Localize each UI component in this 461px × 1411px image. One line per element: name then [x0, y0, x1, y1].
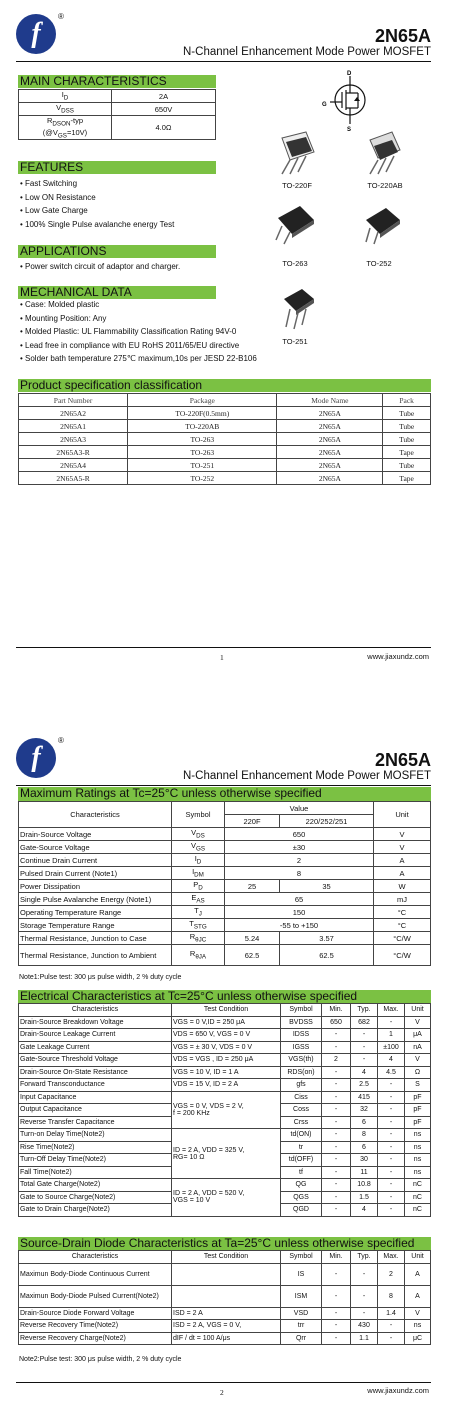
list-item: • Low Gate Charge	[20, 206, 88, 215]
to263-package-icon	[270, 200, 320, 248]
table-row: Single Pulse Avalanche Energy (Note1) $E_{AS}$ 65 mJ	[19, 893, 431, 906]
note2: Note2:Pulse test: 300 μs pulse width, 2 % duty cycle	[19, 1356, 182, 1363]
list-item: • Power switch circuit of adaptor and charger.	[20, 262, 181, 271]
part-number-title: 2N65A	[374, 750, 431, 770]
to220ab-label: TO-220AB	[367, 181, 403, 190]
footer-rule	[16, 647, 431, 648]
table-row: $I_D$ 2A	[19, 90, 216, 103]
table-row: Turn-on Delay Time(Note2) ID = 2 A, VDD = 325 V, RG= 10 Ω td(ON) - 8 - ns	[19, 1129, 431, 1142]
table-row: $R_{DSON}$-typ $(@V_{GS}=10V)$ 4.0Ω	[19, 116, 216, 140]
features-list	[20, 177, 174, 231]
table-row: Total Gate Charge(Note2) ID = 2 A, VDD = 520 V, VGS = 10 V QG - 10.8 - nC	[19, 1179, 431, 1192]
product-spec-table	[18, 393, 431, 485]
note1: Note1:Pulse test: 300 μs pulse width, 2 % duty cycle	[19, 974, 182, 981]
table-row: Reverse Recovery Time(Note2) ISD = 2 A, VGS = 0 V, trr - 430 - ns	[19, 1320, 431, 1333]
list-item: • 100% Single Pulse avalanche energy Test	[20, 219, 175, 229]
to220f-label: TO-220F	[282, 181, 312, 190]
electrical-heading: Electrical Characteristics at Tc=25°C unless otherwise specified	[18, 990, 431, 1003]
company-logo: f	[16, 14, 56, 54]
svg-text:G: G	[322, 102, 327, 108]
registered-mark: ®	[58, 736, 64, 745]
table-row: Maximun Body-Diode Pulsed Current(Note2) ISM - - 8 A	[19, 1285, 431, 1307]
table-header-row: Characteristics Symbol Value Unit	[19, 802, 431, 815]
table-row: Gate Leakage Current VGS = ± 30 V, VDS = 0 V IGSS - - ±100 nA	[19, 1041, 431, 1054]
page-number: 2	[220, 1388, 224, 1397]
table-row: Rise Time(Note2) tr - 6 - ns	[19, 1141, 431, 1154]
mechanical-list	[20, 298, 257, 366]
list-item: • Molded Plastic: UL Flammability Classification Rating 94V-0	[20, 327, 237, 336]
table-row: 2N65A3-R TO-263 2N65A Tape	[19, 446, 431, 459]
table-row: Fall Time(Note2) tf - 11 - ns	[19, 1166, 431, 1179]
table-row: $V_{DSS}$ 650V	[19, 103, 216, 116]
table-row: Storage Temperature Range $T_{STG}$ -55 to +150 °C	[19, 919, 431, 932]
diode-table	[18, 1250, 431, 1345]
list-item: • Case: Molded plastic	[20, 300, 100, 309]
table-row: Operating Temperature Range $T_J$ 150 °C	[19, 906, 431, 919]
table-row: Drain-Source On-State Resistance VGS = 10 V, ID = 1 A RDS(on) - 4 4.5 Ω	[19, 1066, 431, 1079]
features-heading: FEATURES	[18, 161, 216, 174]
to252-label: TO-252	[366, 259, 392, 268]
table-row: 2N65A3 TO-263 2N65A Tube	[19, 433, 431, 446]
footer-url: www.jiaxundz.com	[367, 652, 429, 661]
to251-label: TO-251	[282, 337, 308, 346]
list-item: • Mounting Position: Any	[20, 313, 107, 323]
table-row: Forward Transconductance VDS = 15 V, ID = 2 A gfs - 2.5 - S	[19, 1079, 431, 1092]
applications-list	[20, 260, 180, 274]
table-row: Input Capacitance VGS = 0 V, VDS = 2 V, f = 200 KHz Ciss - 415 - pF	[19, 1091, 431, 1104]
table-row: Continue Drain Current $I_D$ 2 A	[19, 854, 431, 867]
table-row: Drain-Source Breakdown Voltage VGS = 0 V,ID = 250 μA BVDSS 650 682 - V	[19, 1016, 431, 1029]
max-ratings-table	[18, 801, 431, 966]
table-row: 2N65A2 TO-220F(0.5mm) 2N65A Tube	[19, 407, 431, 420]
table-row: Drain-Source Leakage Current VDS = 650 V, VGS = 0 V IDSS - - 1 μA	[19, 1029, 431, 1042]
list-item: • Lead free in compliance with EU RoHS 2011/65/EU directive	[20, 340, 240, 350]
list-item: • Fast Switching	[20, 179, 78, 188]
table-row: Gate-Source Voltage $V_{GS}$ ±30 V	[19, 841, 431, 854]
svg-text:D: D	[347, 71, 352, 77]
page-subtitle: N-Channel Enhancement Mode Power MOSFET	[183, 770, 431, 782]
to263-label: TO-263	[282, 259, 308, 268]
table-header-row: Part Number Package Mode Name Pack	[19, 394, 431, 407]
table-row: Thermal Resistance, Junction to Ambient $R_{\theta JA}$ 62.5 62.5 °C/W	[19, 945, 431, 966]
registered-mark: ®	[58, 12, 64, 21]
to220ab-package-icon	[356, 130, 406, 178]
header-rule	[16, 61, 431, 62]
footer-rule	[16, 1382, 431, 1383]
table-header-row: 220F 220/252/251	[19, 815, 431, 828]
electrical-table	[18, 1003, 431, 1217]
table-row: Output Capacitance Coss - 32 - pF	[19, 1104, 431, 1117]
table-header-row: Characteristics Test Condition Symbol Min. Typ. Max. Unit	[19, 1004, 431, 1017]
to251-package-icon	[276, 285, 322, 331]
applications-heading: APPLICATIONS	[18, 245, 216, 258]
to252-package-icon	[358, 200, 408, 248]
table-row: Maximun Body-Diode Continuous Current IS - - 2 A	[19, 1263, 431, 1285]
table-row: 2N65A5-R TO-252 2N65A Tape	[19, 472, 431, 485]
diode-heading: Source-Drain Diode Characteristics at Ta=25°C unless otherwise specified	[18, 1237, 431, 1250]
company-logo: f	[16, 738, 56, 778]
table-row: Drain-Source Diode Forward Voltage ISD = 2 A VSD - - 1.4 V	[19, 1307, 431, 1320]
max-ratings-heading: Maximum Ratings at Tc=25°C unless otherwise specified	[18, 787, 431, 801]
table-row: Reverse Recovery Charge(Note2) dIF / dt = 100 A/μs Qrr - 1.1 - μC	[19, 1332, 431, 1345]
table-row: Gate to Drain Charge(Note2) QGD - 4 - nC	[19, 1204, 431, 1217]
table-row: 2N65A1 TO-220AB 2N65A Tube	[19, 420, 431, 433]
main-characteristics-table	[18, 89, 216, 140]
table-row: 2N65A4 TO-251 2N65A Tube	[19, 459, 431, 472]
table-row: Thermal Resistance, Junction to Case $R_{\theta JC}$ 5.24 3.57 °C/W	[19, 932, 431, 945]
table-row: Power Dissipation $P_D$ 25 35 W	[19, 880, 431, 893]
table-row: Gate to Source Charge(Note2) QGS - 1.5 - nC	[19, 1191, 431, 1204]
page-number: 1	[220, 653, 224, 662]
mechanical-heading: MECHANICAL DATA	[18, 286, 216, 299]
table-row: Gate-Source Threshold Voltage VDS = VGS , ID = 250 μA VGS(th) 2 - 4 V	[19, 1054, 431, 1067]
table-row: Turn-Off Delay Time(Note2) td(OFF) - 30 - ns	[19, 1154, 431, 1167]
mosfet-symbol-icon	[320, 68, 380, 132]
page-subtitle: N-Channel Enhancement Mode Power MOSFET	[183, 46, 431, 58]
table-row: Reverse Transfer Capacitance Crss - 6 - pF	[19, 1116, 431, 1129]
table-header-row: Characteristics Test Condition Symbol Min. Typ. Max. Unit	[19, 1251, 431, 1264]
footer-url: www.jiaxundz.com	[367, 1386, 429, 1395]
list-item: • Low ON Resistance	[20, 192, 96, 202]
to220f-package-icon	[272, 130, 320, 178]
part-number-title: 2N65A	[374, 26, 431, 46]
table-row: Drain-Source Voltage $V_{DS}$ 650 V	[19, 828, 431, 841]
product-spec-heading: Product specification classification	[18, 379, 431, 392]
main-characteristics-heading: MAIN CHARACTERISTICS	[18, 75, 216, 88]
table-row: Pulsed Drain Current (Note1) $I_{DM}$ 8 A	[19, 867, 431, 880]
svg-text:S: S	[347, 127, 352, 132]
list-item: • Solder bath temperature 275℃ maximum,10s per JESD 22-B106	[20, 354, 257, 363]
